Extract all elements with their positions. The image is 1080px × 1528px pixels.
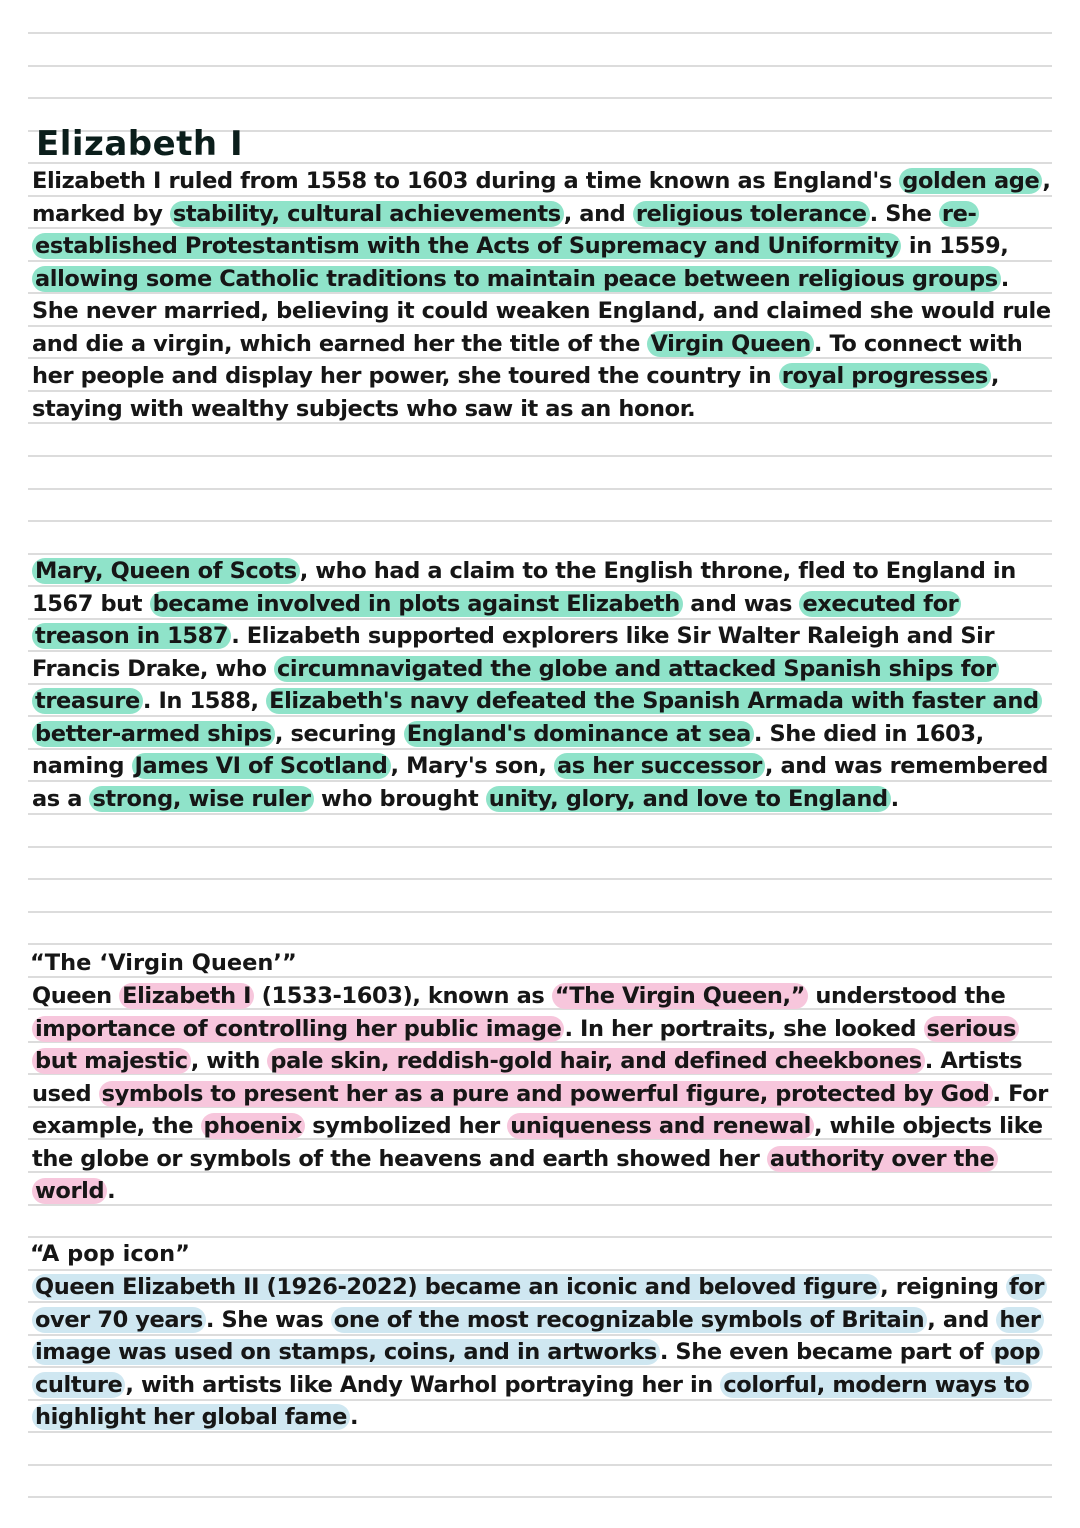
pink-highlight: serious but majestic <box>32 1016 1019 1075</box>
green-highlight: strong, wise ruler <box>89 786 313 812</box>
blue-highlight: for over 70 years <box>32 1274 1047 1333</box>
text-segment: . She was <box>205 1306 331 1333</box>
green-highlight: Virgin Queen <box>647 331 813 357</box>
paragraph-mary-and-armada <box>32 555 1054 815</box>
rule-line <box>28 846 1052 848</box>
subheading-virgin-queen: “The ‘Virgin Queen’” <box>30 950 297 976</box>
pink-highlight: phoenix <box>201 1113 305 1139</box>
text-segment: . <box>890 785 899 812</box>
rule-line <box>28 65 1052 67</box>
text-segment: (1533-1603), known as <box>254 983 552 1009</box>
pink-highlight: Elizabeth I <box>119 983 254 1009</box>
green-highlight: Elizabeth's navy defeated the Spanish Armada with faster and better-armed ships <box>32 688 1042 747</box>
text-segment: Elizabeth I ruled from 1558 to 1603 during a time known as England's <box>32 168 900 194</box>
text-segment: . Artists used <box>32 1048 1023 1107</box>
pink-highlight: uniqueness and renewal <box>507 1113 814 1139</box>
text-segment: . She never married, believing it could weaken England, and claimed she would rule and die a virgin, which earned her the title of the <box>32 265 1051 357</box>
rule-line <box>28 488 1052 490</box>
rule-line <box>28 911 1052 913</box>
paragraph-virgin-queen <box>32 980 1054 1208</box>
pink-highlight: “The Virgin Queen,” <box>552 983 808 1009</box>
text-segment: . She died in 1603, naming <box>32 720 984 779</box>
green-highlight: re-established Protestantism with the Acts of Supremacy and Uniformity <box>32 201 979 260</box>
blue-highlight: her image was used on stamps, coins, and in artworks <box>32 1307 1044 1366</box>
green-highlight: stability, cultural achievements <box>170 201 564 227</box>
page-title: Elizabeth I <box>36 124 244 164</box>
paragraph-elizabeth-overview <box>32 165 1054 425</box>
rule-line <box>28 878 1052 880</box>
text-segment: . She <box>869 200 939 227</box>
green-highlight: golden age <box>899 168 1042 194</box>
pink-highlight: importance of controlling her public image <box>32 1016 564 1042</box>
text-segment: , Mary's son, <box>390 753 554 779</box>
green-highlight: royal progresses <box>779 363 991 389</box>
green-highlight: England's dominance at sea <box>404 721 754 747</box>
text-segment: , and was remembered as a <box>32 753 1048 812</box>
paragraph-pop-icon <box>32 1271 1054 1434</box>
text-segment: . For example, the <box>32 1080 1048 1139</box>
rule-line <box>28 1496 1052 1498</box>
blue-highlight: colorful, modern ways to highlight her global fame <box>32 1372 1032 1431</box>
text-segment: , marked by <box>32 168 1051 227</box>
text-segment: . In her portraits, she looked <box>564 1015 924 1042</box>
text-segment: . <box>107 1178 116 1204</box>
text-segment: . To connect with her people and display her power, she toured the country in <box>32 330 1023 389</box>
blue-highlight: pop culture <box>32 1339 1043 1398</box>
text-segment: . She even became part of <box>659 1339 991 1365</box>
text-segment: . <box>350 1404 359 1430</box>
green-highlight: James VI of Scotland <box>132 753 391 779</box>
green-highlight: religious tolerance <box>633 201 870 227</box>
text-segment: , securing <box>274 720 404 747</box>
rule-line <box>28 943 1052 945</box>
text-segment: who brought <box>313 785 486 812</box>
pink-highlight: symbols to present her as a pure and powerful figure, protected by God <box>99 1081 993 1107</box>
text-segment: , who had a claim to the English throne, fled to England in 1567 but <box>32 558 1016 617</box>
text-segment: symbolized her <box>304 1113 508 1139</box>
text-segment: and was <box>682 590 800 617</box>
text-segment: understood the <box>807 983 1006 1009</box>
green-highlight: became involved in plots against Elizabeth <box>150 591 683 617</box>
text-segment: Queen <box>32 983 120 1009</box>
green-highlight: circumnavigated the globe and attacked Spanish ships for treasure <box>32 656 999 715</box>
rule-line <box>28 455 1052 457</box>
rule-line <box>28 520 1052 522</box>
pink-highlight: authority over the world <box>32 1146 998 1205</box>
green-highlight: as her successor <box>554 753 765 779</box>
blue-highlight: Queen Elizabeth II (1926-2022) became an iconic and beloved figure <box>32 1274 880 1300</box>
blue-highlight: one of the most recognizable symbols of Britain <box>331 1307 928 1333</box>
green-highlight: Mary, Queen of Scots <box>32 558 300 584</box>
text-segment: , with artists like Andy Warhol portraying her in <box>125 1371 721 1398</box>
green-highlight: executed for treason in 1587 <box>32 591 961 650</box>
text-segment: in 1559, <box>901 233 1009 259</box>
text-segment: , with <box>190 1048 268 1074</box>
rule-line <box>28 97 1052 99</box>
green-highlight: allowing some Catholic traditions to maintain peace between religious groups <box>32 266 1001 292</box>
subheading-pop-icon: “A pop icon” <box>30 1241 190 1267</box>
text-segment: , staying with wealthy subjects who saw it as an honor. <box>32 363 1000 422</box>
rule-line <box>28 32 1052 34</box>
rule-line <box>28 1464 1052 1466</box>
text-segment: , and <box>927 1306 997 1333</box>
text-segment: , while objects like the globe or symbols of the heavens and earth showed her <box>32 1113 1043 1172</box>
text-segment: . Elizabeth supported explorers like Sir Walter Raleigh and Sir Francis Drake, who <box>32 623 995 682</box>
text-segment: , reigning <box>880 1274 1006 1300</box>
green-highlight: unity, glory, and love to England <box>486 786 891 812</box>
pink-highlight: pale skin, reddish-gold hair, and defined cheekbones <box>267 1048 924 1074</box>
text-segment: . In 1588, <box>142 688 267 714</box>
text-segment: , and <box>563 200 633 227</box>
